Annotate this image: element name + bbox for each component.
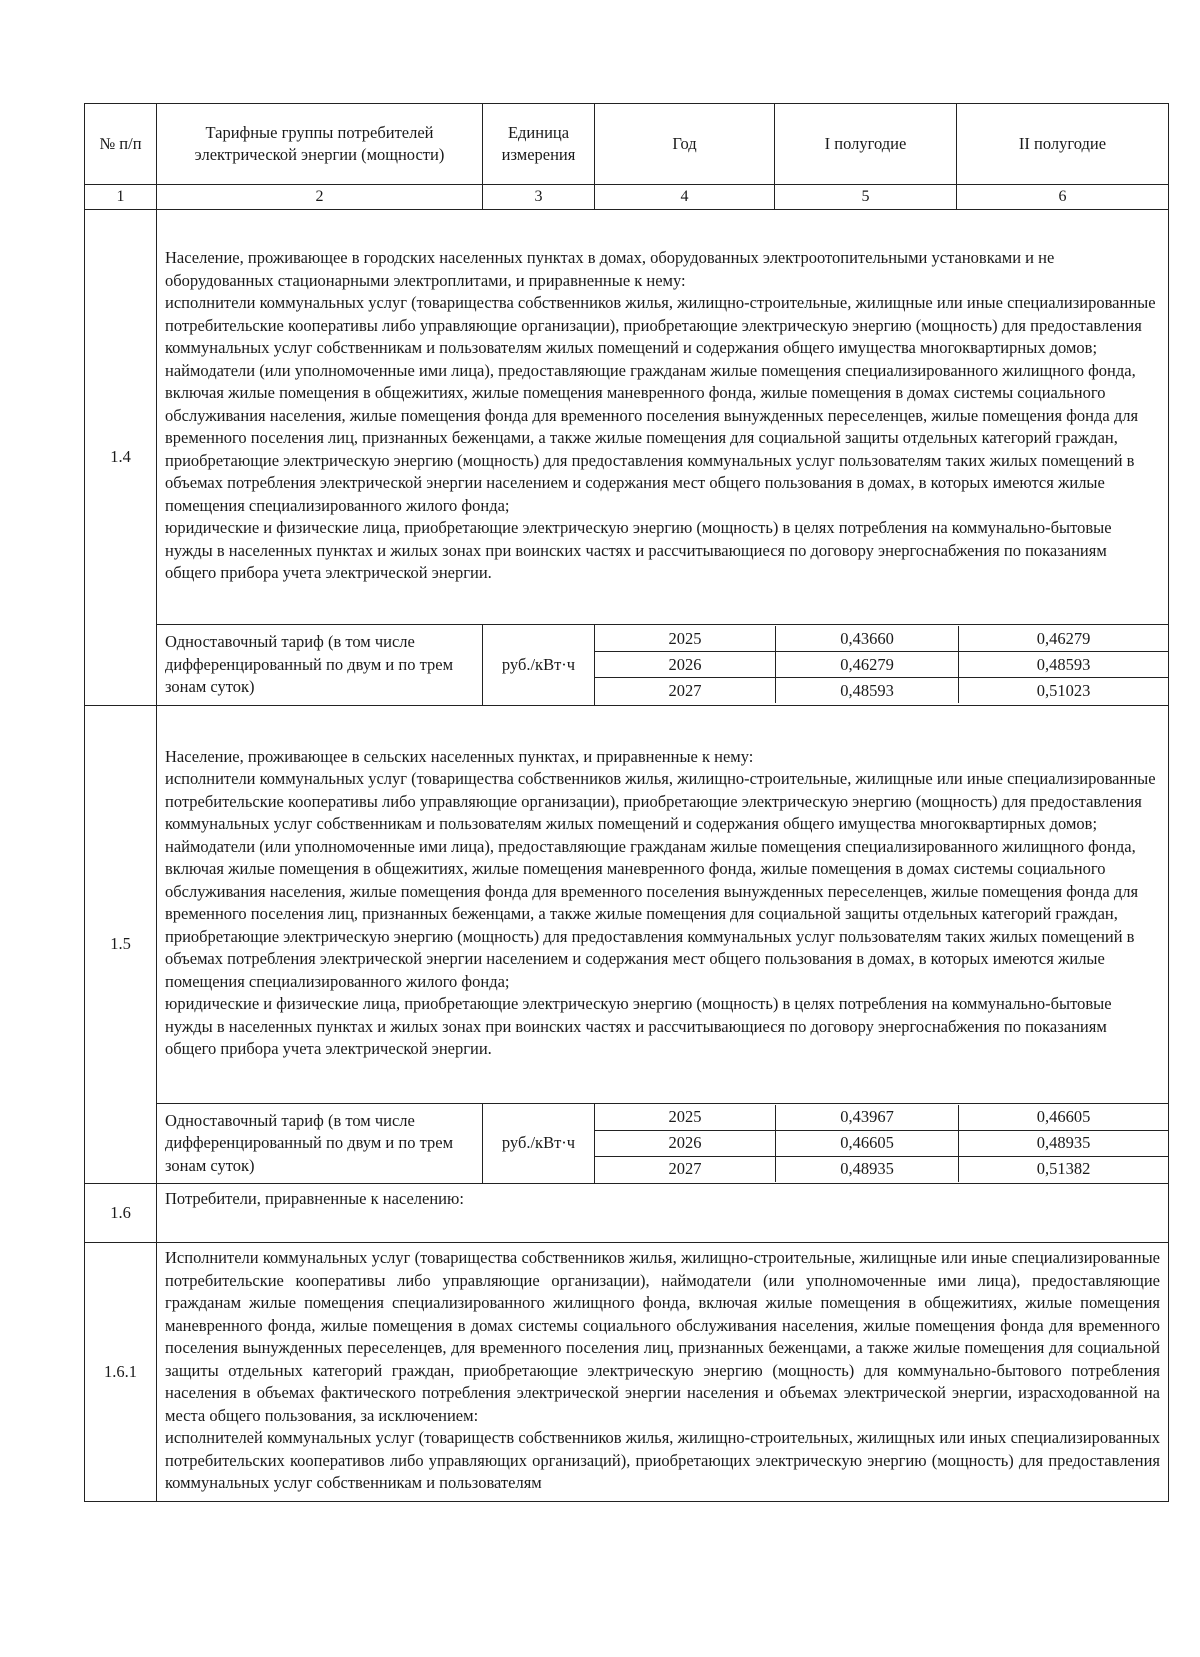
row-number: 1.5	[85, 705, 157, 1184]
description-line: исполнителей коммунальных услуг (товариществ собственников жилья, жилищно-строительных, жилищных или иных специализированных потребительских кооперативов либо управляющих организаций), приобретающих электрическую энергию (мощность) для предоставления коммунальных услуг собственникам и пользователям	[165, 1428, 1160, 1492]
half1-value: 0,43967	[776, 1105, 959, 1131]
half1-value: 0,48593	[776, 678, 959, 704]
year-cell: 2027	[595, 1156, 776, 1182]
half2-value: 0,46605	[959, 1105, 1169, 1131]
half2-value: 0,51023	[959, 678, 1169, 704]
tariff-label: Одноставочный тариф (в том числе дифференцированный по двум и по трем зонам суток)	[157, 1103, 483, 1184]
column-number: 4	[595, 185, 775, 210]
tariff-table	[84, 103, 1169, 1502]
row-1-5-description	[85, 705, 1169, 1103]
description-line: юридические и физические лица, приобретающие электрическую энергию (мощность) в целях потребления на коммунально-бытовые нужды в населенных пунктах и жилых зонах при воинских частях и рассчитывающиеся по договору энергоснабжения по показаниям общего прибора учета электрической энергии.	[165, 994, 1112, 1058]
column-number: 1	[85, 185, 157, 210]
tariff-values-table	[595, 626, 1168, 703]
half2-value: 0,51382	[959, 1156, 1169, 1182]
tariff-value-row	[595, 678, 1168, 704]
row-1-4-tariff	[85, 625, 1169, 706]
year-cell: 2026	[595, 652, 776, 678]
year-cell: 2026	[595, 1130, 776, 1156]
row-1-6	[85, 1184, 1169, 1243]
description-line: Население, проживающее в городских населенных пунктах в домах, оборудованных электроотопительными установками и не оборудованных стационарными электроплитами, и приравненные к нему:	[165, 248, 1055, 290]
description-line: юридические и физические лица, приобретающие электрическую энергию (мощность) в целях потребления на коммунально-бытовые нужды в населенных пунктах и жилых зонах при воинских частях и рассчитывающиеся по договору энергоснабжения по показаниям общего прибора учета электрической энергии.	[165, 518, 1112, 583]
half1-value: 0,48935	[776, 1156, 959, 1182]
description-line: исполнители коммунальных услуг (товарищества собственников жилья, жилищно-строительные, жилищные или иные специализированные потребительские кооперативы либо управляющие организации), приобретающие электрическую энергию (мощность) для предоставления коммунальных услуг собственникам и пользователям жилых помещений и содержания общего имущества многоквартирных домов;	[165, 769, 1156, 833]
description-line: Исполнители коммунальных услуг (товарищества собственников жилья, жилищно-строительные, жилищные или иные специализированные потребительские кооперативы либо управляющие организации), наймодатели (или уполномоченные ими лица), предоставляющие гражданам жилые помещения специализированного жилищного фонда, включая жилые помещения в общежитиях, жилые помещения маневренного фонда, жилые помещения в домах системы социального обслуживания населения, жилые помещения фонда для временного поселения вынужденных переселенцев, для временного поселения лиц, признанных беженцами, а также жилые помещения для социальной защиты отдельных категорий граждан, приобретающие электрическую энергию (мощность) для коммунально-бытового потребления населения в объемах фактического потребления электрической энергии населения и объемах электрической энергии, израсходованной на места общего пользования, за исключением:	[165, 1248, 1160, 1425]
tariff-values-table	[595, 1105, 1168, 1182]
description-line: Население, проживающее в сельских населенных пунктах, и приравненные к нему:	[165, 746, 754, 766]
header-tariff-groups: Тарифные группы потребителей электрической энергии (мощности)	[157, 104, 483, 185]
row-number: 1.6	[85, 1184, 157, 1243]
half2-value: 0,48935	[959, 1130, 1169, 1156]
row-number: 1.4	[85, 210, 157, 706]
description-line: исполнители коммунальных услуг (товарищества собственников жилья, жилищно-строительные, жилищные или иные специализированные потребительские кооперативы либо управляющие организации), приобретающие электрическую энергию (мощность) для предоставления коммунальных услуг собственникам и пользователям жилых помещений и содержания общего имущества многоквартирных домов;	[165, 293, 1156, 358]
column-number: 2	[157, 185, 483, 210]
description-line: наймодатели (или уполномоченные ими лица), предоставляющие гражданам жилые помещения специализированного жилищного фонда, включая жилые помещения в общежитиях, жилые помещения маневренного фонда, жилые помещения в домах системы социального обслуживания населения, жилые помещения фонда для временного поселения вынужденных переселенцев, жилые помещения фонда для временного поселения лиц, признанных беженцами, а также жилые помещения для социальной защиты отдельных категорий граждан, приобретающие электрическую энергию (мощность) для предоставления коммунальных услуг пользователям таких жилых помещений в объемах потребления электрической энергии населением и содержания мест общего пользования в домах, в которых имеются жилые помещения специализированного жилого фонда;	[165, 836, 1139, 991]
year-cell: 2025	[595, 626, 776, 652]
tariff-unit: руб./кВт·ч	[483, 1103, 595, 1184]
description-line: наймодатели (или уполномоченные ими лица), предоставляющие гражданам жилые помещения специализированного жилищного фонда, включая жилые помещения в общежитиях, жилые помещения маневренного фонда, жилые помещения в домах системы социального обслуживания населения, жилые помещения фонда для временного поселения вынужденных переселенцев, жилые помещения фонда для временного поселения лиц, признанных беженцами, а также жилые помещения для социальной защиты отдельных категорий граждан, приобретающие электрическую энергию (мощность) для предоставления коммунальных услуг пользователям таких жилых помещений в объемах потребления электрической энергии населением и содержания мест общего пользования в домах, в которых имеются жилые помещения специализированного жилого фонда;	[165, 360, 1139, 515]
row-description	[157, 705, 1169, 1103]
half1-value: 0,43660	[776, 626, 959, 652]
header-unit: Единица измерения	[483, 104, 595, 185]
column-number: 6	[957, 185, 1169, 210]
tariff-value-row	[595, 626, 1168, 652]
column-number: 5	[775, 185, 957, 210]
header-number: № п/п	[85, 104, 157, 185]
tariff-value-row	[595, 1105, 1168, 1131]
row-description	[157, 1243, 1169, 1502]
column-number-row	[85, 185, 1169, 210]
row-description: Потребители, приравненные к населению:	[157, 1184, 1169, 1243]
tariff-value-row	[595, 652, 1168, 678]
tariff-value-row	[595, 1156, 1168, 1182]
row-1-4-description	[85, 210, 1169, 625]
column-number: 3	[483, 185, 595, 210]
half1-value: 0,46605	[776, 1130, 959, 1156]
tariff-value-row	[595, 1130, 1168, 1156]
row-number: 1.6.1	[85, 1243, 157, 1502]
document-page	[84, 103, 1168, 1502]
row-1-6-1	[85, 1243, 1169, 1502]
header-year: Год	[595, 104, 775, 185]
header-half1: I полугодие	[775, 104, 957, 185]
header-half2: II полугодие	[957, 104, 1169, 185]
tariff-label: Одноставочный тариф (в том числе дифференцированный по двум и по трем зонам суток)	[157, 625, 483, 706]
table-header-row	[85, 104, 1169, 185]
half2-value: 0,48593	[959, 652, 1169, 678]
half1-value: 0,46279	[776, 652, 959, 678]
half2-value: 0,46279	[959, 626, 1169, 652]
tariff-values-cell	[595, 625, 1169, 706]
year-cell: 2025	[595, 1105, 776, 1131]
tariff-values-cell	[595, 1103, 1169, 1184]
row-1-5-tariff	[85, 1103, 1169, 1184]
row-description	[157, 210, 1169, 625]
tariff-unit: руб./кВт·ч	[483, 625, 595, 706]
year-cell: 2027	[595, 678, 776, 704]
